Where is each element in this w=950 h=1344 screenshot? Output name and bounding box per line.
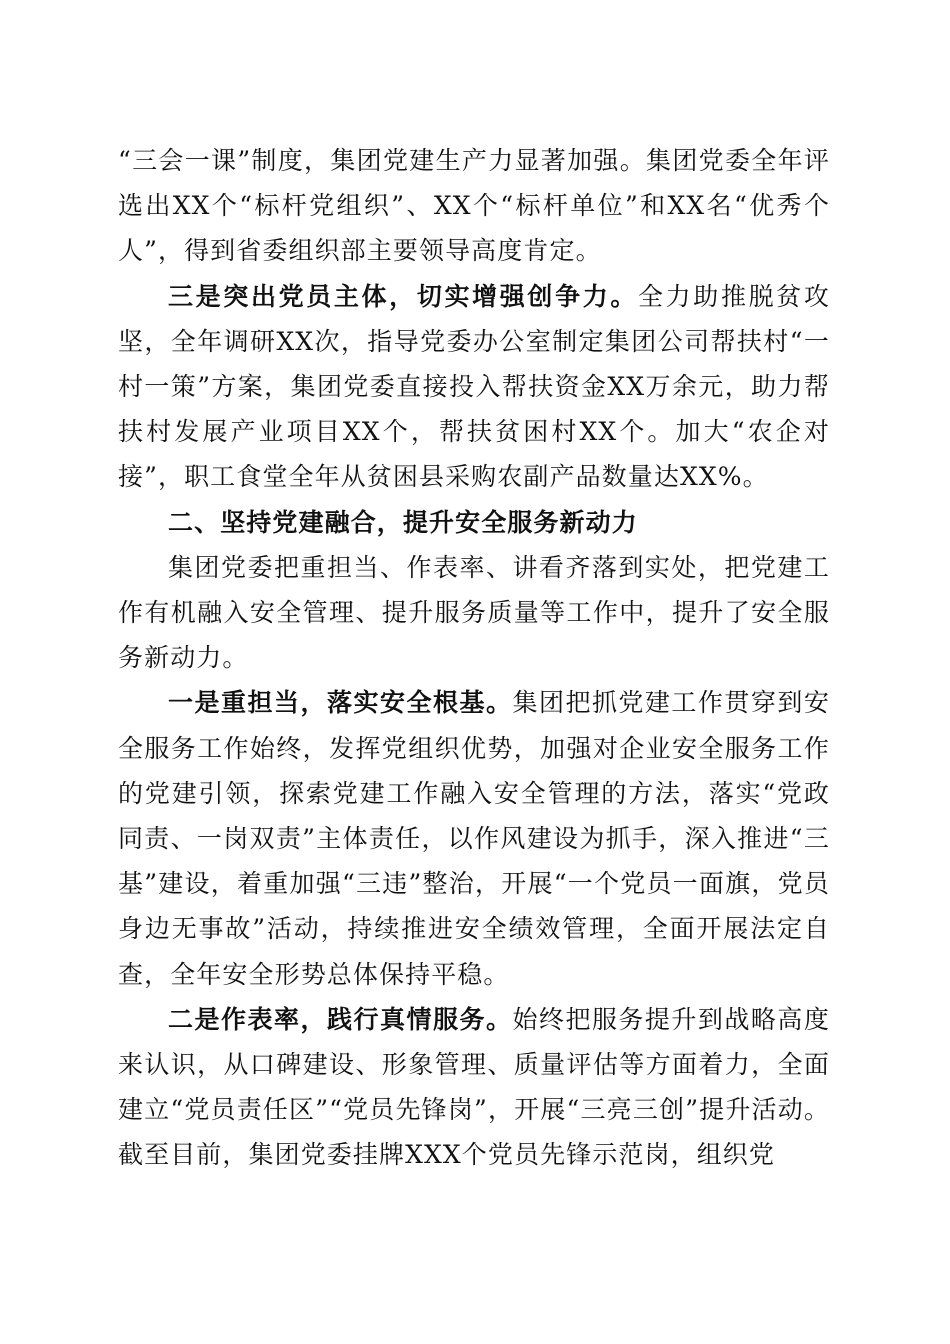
paragraph-section-intro — [118, 545, 830, 681]
paragraph-lead-bold: 一是重担当，落实安全根基。 — [168, 688, 513, 718]
paragraph-party-building-results — [118, 138, 830, 274]
paragraph-party-member-subject — [118, 274, 830, 500]
paragraph-lead-bold: 三是突出党员主体，切实增强创争力。 — [168, 281, 639, 311]
document-page — [118, 138, 830, 1178]
paragraph-text: 始终把服务提升到战略高度来认识，从口碑建设、形象管理、质量评估等方面着力，全面建立“党员责任区”“党员先锋岗”，开展“三亮三创”提升活动。截至目前，集团党委挂牌XXX个党员先锋示范岗，组织党 — [118, 1004, 831, 1170]
paragraph-text: 全力助推脱贫攻坚，全年调研XX次，指导党委办公室制定集团公司帮扶村“一村一策”方案，集团党委直接投入帮扶资金XX万余元，助力帮扶村发展产业项目XX个，帮扶贫困村XX个。加大“农企对接”，职工食堂全年从贫困县采购农副产品数量达XX%。 — [118, 281, 831, 492]
paragraph-text: 集团把抓党建工作贯穿到安全服务工作始终，发挥党组织优势，加强对企业安全服务工作的党建引领，探索党建工作融入安全管理的方法，落实“党政同责、一岗双责”主体责任，以作风建设为抓手，深入推进“三基”建设，着重加强“三违”整治，开展“一个党员一面旗，党员身边无事故”活动，持续推进安全绩效管理，全面开展法定自查，全年安全形势总体保持平稳。 — [118, 688, 831, 989]
paragraph-text: 集团党委把重担当、作表率、讲看齐落到实处，把党建工作有机融入安全管理、提升服务质量等工作中，提升了安全服务新动力。 — [118, 552, 830, 673]
paragraph-sincere-service — [118, 997, 830, 1178]
paragraph-safety-foundation — [118, 680, 830, 996]
paragraph-text: “三会一课”制度，集团党建生产力显著加强。集团党委全年评选出XX个“标杆党组织”、XX个“标杆单位”和XX名“优秀个人”，得到省委组织部主要领导高度肯定。 — [118, 146, 830, 266]
section-heading-two: 二、坚持党建融合，提升安全服务新动力 — [168, 507, 638, 537]
paragraph-lead-bold: 二是作表率，践行真情服务。 — [168, 1004, 513, 1034]
